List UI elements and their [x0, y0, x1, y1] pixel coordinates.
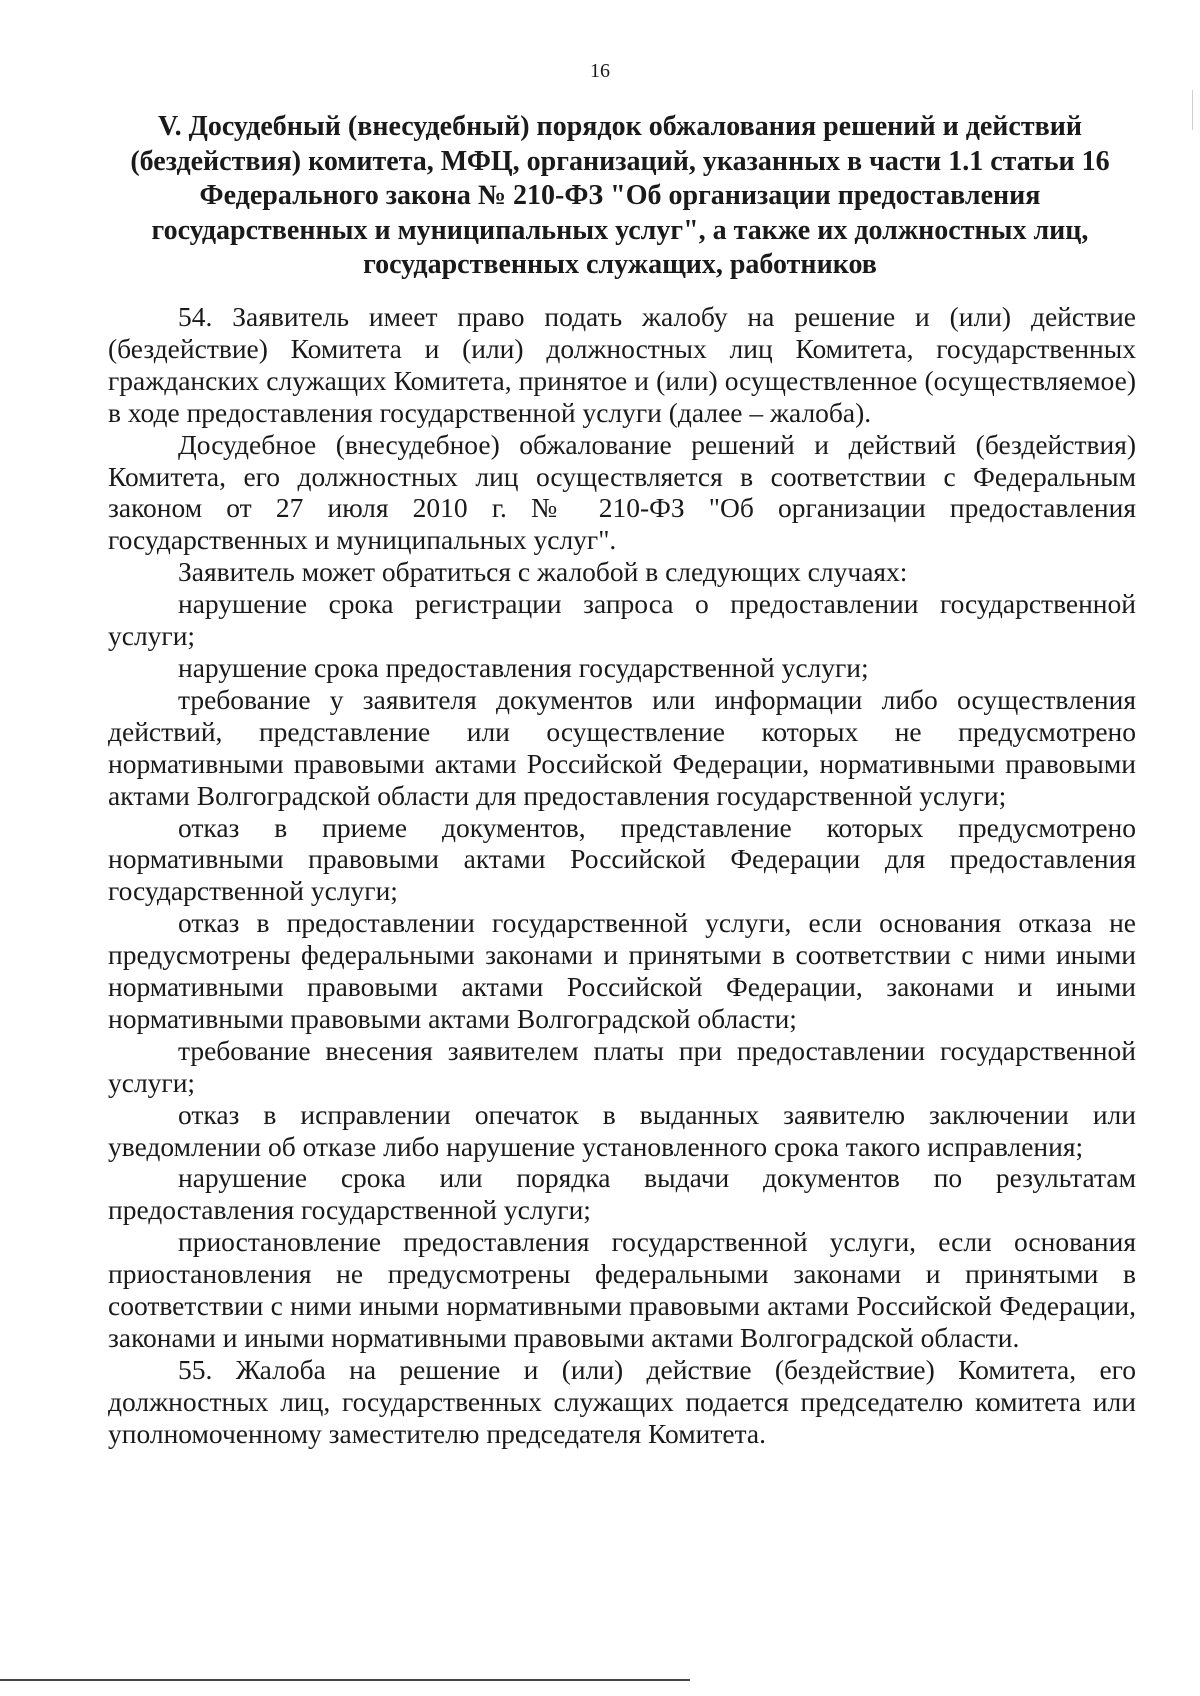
paragraph-pretrial-appeal: Досудебное (внесудебное) обжалование решений и действий (бездействия) Комитета, его должностных лиц осуществляется в соответствии с Федеральным законом от 27 июля 2010 г. № 210-ФЗ "Об организации предоставления государственных и муниципальных услуг".: [108, 428, 1136, 556]
case-registration-delay: нарушение срока регистрации запроса о предоставлении государственной услуги;: [108, 588, 1136, 652]
case-typo-correction-refusal: отказ в исправлении опечаток в выданных заявителю заключении или уведомлении об отказе либо нарушение установленного срока такого исправления;: [108, 1098, 1136, 1162]
document-body: [108, 301, 1136, 1450]
case-issuance-violation: нарушение срока или порядка выдачи документов по результатам предоставления государственной услуги;: [108, 1162, 1136, 1226]
case-document-refusal: отказ в приеме документов, представление которых предусмотрено нормативными правовыми актами Российской Федерации для предоставления государственной услуги;: [108, 811, 1136, 907]
case-service-refusal: отказ в предоставлении государственной услуги, если основания отказа не предусмотрены федеральными законами и принятыми в соответствии с ними иными нормативными правовыми актами Российской Федерации, законами и иными нормативными правовыми актами Волгоградской области;: [108, 907, 1136, 1034]
section-heading: V. Досудебный (внесудебный) порядок обжалования решений и действий (бездействия) комитета, МФЦ, организаций, указанных в части 1.1 статьи 16 Федерального закона № 210-ФЗ "Об организации предоставления государственных и муниципальных услуг", а также их должностных лиц, государственных служащих, работников: [130, 111, 1110, 280]
page-number: 16: [590, 60, 610, 82]
case-extra-documents: требование у заявителя документов или информации либо осуществления действий, представление или осуществление которых не предусмотрено нормативными правовыми актами Российской Федерации, нормативными правовыми актами Волгоградской области для предоставления государственной услуги;: [108, 683, 1136, 811]
case-service-delay: нарушение срока предоставления государственной услуги;: [178, 651, 869, 683]
case-service-suspension: приостановление предоставления государственной услуги, если основания приостановления не предусмотрены федеральными законами и принятыми в соответствии с ними иными нормативными правовыми актами Российской Федерации, законами и иными нормативными правовыми актами Волгоградской области.: [108, 1226, 1136, 1353]
paragraph-54: 54. Заявитель имеет право подать жалобу на решение и (или) действие (бездействие) Комитета и (или) должностных лиц Комитета, государственных гражданских служащих Комитета, принятое и (или) осуществленное (осуществляемое) в ходе предоставления государственной услуги (далее – жалоба).: [108, 301, 1136, 428]
scan-edge-mark: [1192, 90, 1193, 130]
bottom-rule: [0, 1679, 690, 1681]
case-fee-demand: требование внесения заявителем платы при предоставлении государственной услуги;: [108, 1034, 1136, 1098]
paragraph-55: 55. Жалоба на решение и (или) действие (бездействие) Комитета, его должностных лиц, государственных служащих подается председателю комитета или уполномоченному заместителю председателя Комитета.: [108, 1353, 1136, 1449]
paragraph-cases-intro: Заявитель может обратиться с жалобой в следующих случаях:: [178, 556, 908, 588]
